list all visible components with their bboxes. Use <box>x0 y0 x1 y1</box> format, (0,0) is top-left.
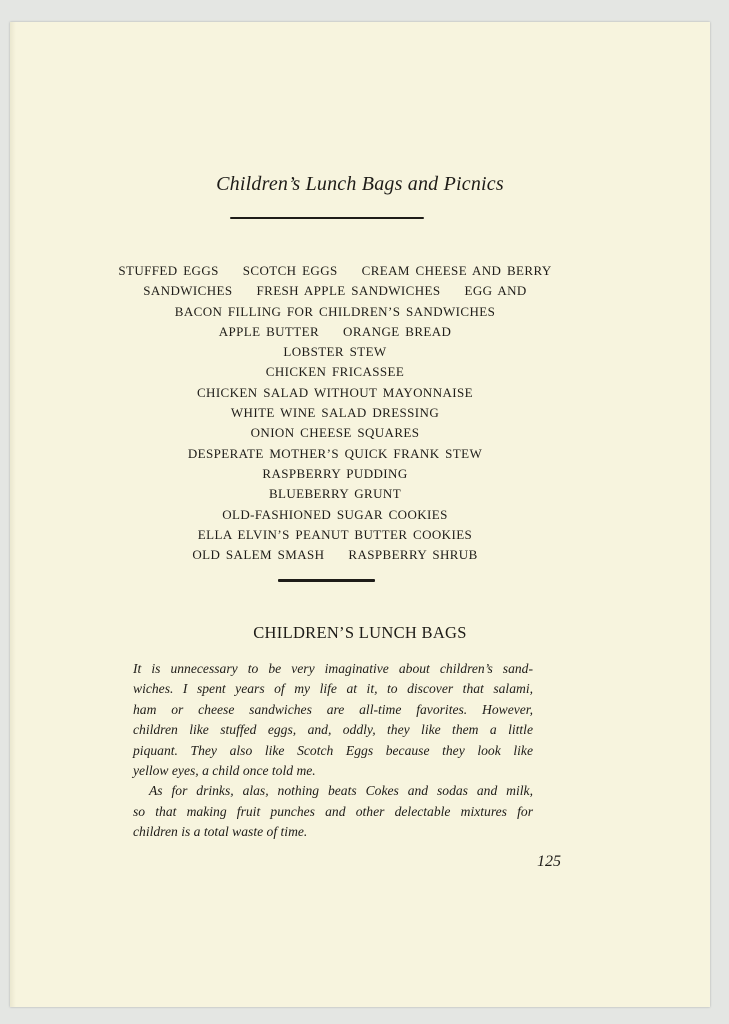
recipe-title: SANDWICHES <box>143 283 233 299</box>
recipe-title: BACON FILLING FOR CHILDREN’S SANDWICHES <box>174 303 496 319</box>
contents-line <box>80 362 590 382</box>
recipe-title: WHITE WINE SALAD DRESSING <box>230 405 440 421</box>
recipe-title: CREAM CHEESE AND BERRY <box>361 263 552 278</box>
contents-line <box>80 525 590 545</box>
body-line: children like stuffed eggs, and, oddly, they like them a little <box>133 722 533 738</box>
chapter-title: Children’s Lunch Bags and Picnics <box>216 173 504 195</box>
contents-line <box>80 261 590 281</box>
contents-line <box>80 281 590 301</box>
page-edge <box>10 22 16 1007</box>
title-divider <box>230 217 424 219</box>
recipe-title: SCOTCH EGGS <box>242 263 338 278</box>
body-line: ham or cheese sandwiches are all-time favorites. However, <box>133 701 533 717</box>
body-line: wiches. I spent years of my life at it, to discover that salami, <box>133 681 533 697</box>
recipe-title: BLUEBERRY GRUNT <box>268 486 402 502</box>
contents-line <box>80 545 590 565</box>
contents-line <box>80 342 590 362</box>
recipe-title: RASPBERRY PUDDING <box>262 465 408 481</box>
recipe-title: CHICKEN SALAD WITHOUT MAYONNAISE <box>196 384 474 400</box>
body-line: children is a total waste of time. <box>133 824 308 840</box>
body-text <box>133 659 533 843</box>
contents-line <box>80 423 590 443</box>
page-number: 125 <box>537 853 561 870</box>
recipe-title: EGG AND <box>464 283 527 299</box>
contents-line <box>80 403 590 423</box>
recipe-title: ORANGE BREAD <box>343 323 452 339</box>
contents-line <box>80 322 590 342</box>
contents-line <box>80 383 590 403</box>
recipe-contents-list <box>80 261 590 565</box>
body-line: piquant. They also like Scotch Eggs because they look like <box>133 742 533 758</box>
recipe-title: OLD-FASHIONED SUGAR COOKIES <box>222 506 448 522</box>
recipe-title: LOBSTER STEW <box>283 344 387 360</box>
recipe-title: ONION CHEESE SQUARES <box>250 425 420 441</box>
recipe-title: CHICKEN FRICASSEE <box>265 364 405 380</box>
contents-divider <box>278 579 375 582</box>
book-page <box>10 22 710 1007</box>
body-line: As for drinks, alas, nothing beats Cokes and sodas and milk, <box>149 783 533 799</box>
recipe-title: STUFFED EGGS <box>118 263 219 278</box>
body-line: so that making fruit punches and other delectable mixtures for <box>133 803 533 819</box>
recipe-title: DESPERATE MOTHER’S QUICK FRANK STEW <box>187 445 483 461</box>
recipe-title: OLD SALEM SMASH <box>192 547 325 563</box>
section-heading: CHILDREN’S LUNCH BAGS <box>253 623 467 642</box>
body-line: yellow eyes, a child once told me. <box>133 763 316 779</box>
body-line: It is unnecessary to be very imaginative about children’s sand- <box>133 661 533 676</box>
recipe-title: RASPBERRY SHRUB <box>348 547 478 563</box>
recipe-title: APPLE BUTTER <box>218 323 320 339</box>
contents-line <box>80 505 590 525</box>
contents-line <box>80 444 590 464</box>
contents-line <box>80 464 590 484</box>
contents-line <box>80 484 590 504</box>
recipe-title: ELLA ELVIN’S PEANUT BUTTER COOKIES <box>197 526 473 542</box>
recipe-title: FRESH APPLE SANDWICHES <box>256 283 441 299</box>
contents-line <box>80 302 590 322</box>
